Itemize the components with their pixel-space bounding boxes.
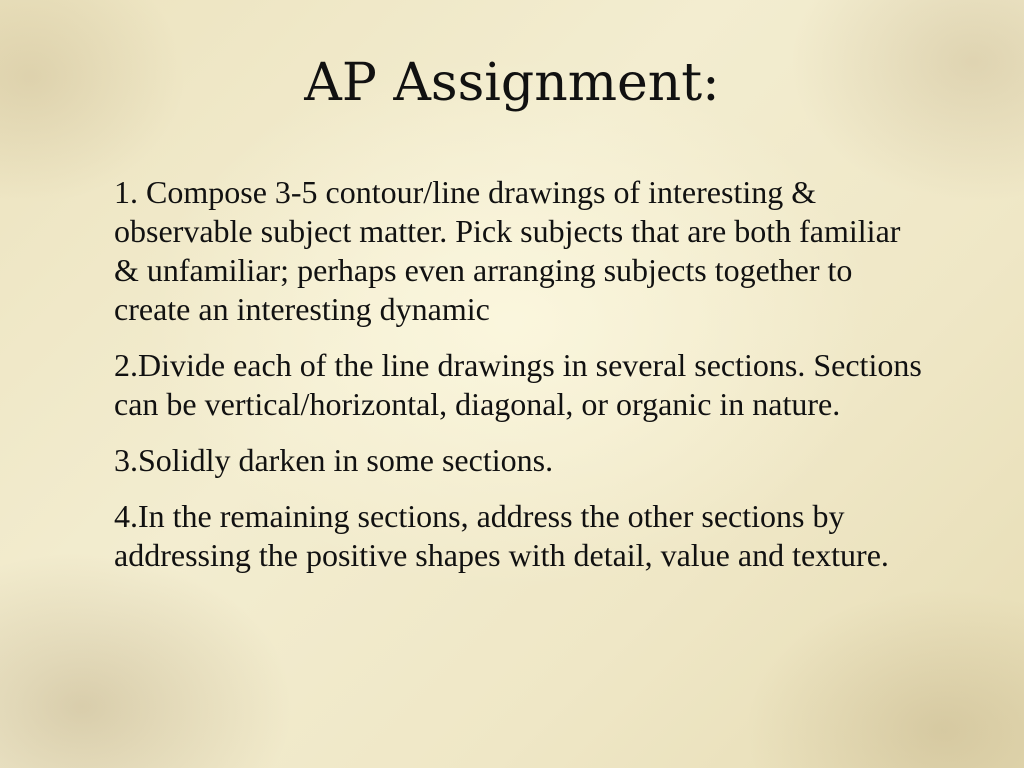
assignment-step-3: 3.Solidly darken in some sections. [114, 442, 554, 478]
assignment-step-4: 4.In the remaining sections, address the other sections by addressing the positive shapes with detail, value and texture. [114, 498, 889, 573]
assignment-step-2: 2.Divide each of the line drawings in several sections. Sections can be vertical/horizontal, diagonal, or organic in nature. [114, 347, 922, 422]
assignment-step-1: 1. Compose 3-5 contour/line drawings of interesting & observable subject matter. Pick subjects that are both familiar & unfamiliar; perhaps even arranging subjects together to create an interesting dynamic [114, 174, 901, 327]
assignment-list [114, 173, 924, 592]
slide-title: AP Assignment: [304, 53, 720, 113]
